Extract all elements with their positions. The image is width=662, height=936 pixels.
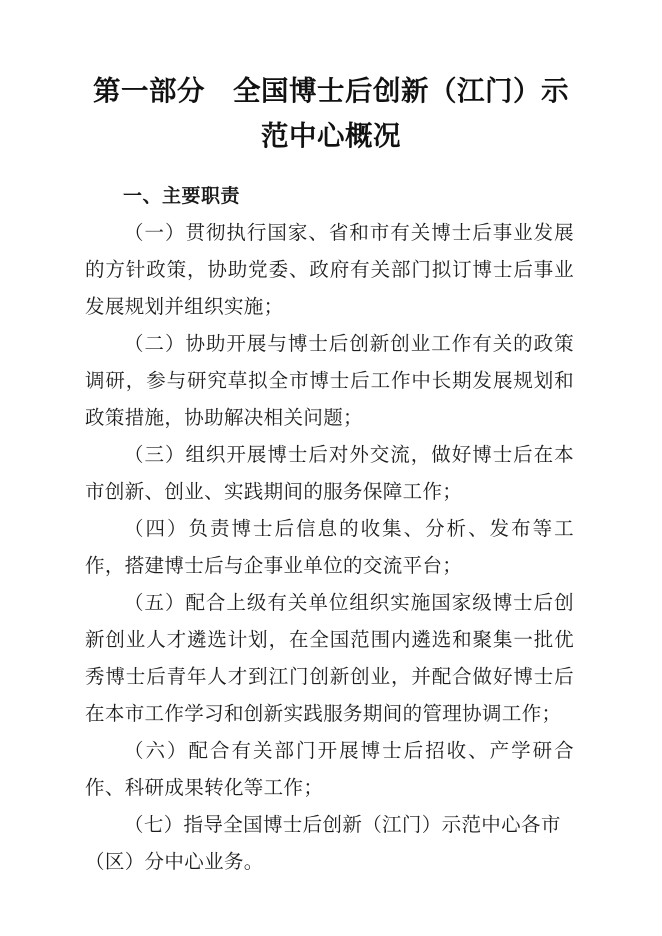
- paragraph-6: （六）配合有关部门开展博士后招收、产学研合作、科研成果转化等工作；: [85, 741, 574, 799]
- paragraph-4: （四）负责博士后信息的收集、分析、发布等工作，搭建博士后与企事业单位的交流平台；: [85, 519, 574, 577]
- section-heading-main-duties: 一、主要职责: [123, 186, 241, 207]
- paragraph-5: （五）配合上级有关单位组织实施国家级博士后创新创业人才遴选计划，在全国范围内遴选和聚集一批优秀博士后青年人才到江门创新创业，并配合做好博士后在本市工作学习和创新实践服务期间的管理协调工作；: [85, 593, 574, 725]
- page-title: 第一部分 全国博士后创新（江门）示范中心概况: [93, 75, 569, 151]
- paragraph-7: （七）指导全国博士后创新（江门）示范中心各市（区）分中心业务。: [85, 815, 561, 873]
- paragraph-2: （二）协助开展与博士后创新创业工作有关的政策调研，参与研究草拟全市博士后工作中长期发展规划和政策措施，协助解决相关问题；: [85, 334, 574, 429]
- paragraph-1: （一）贯彻执行国家、省和市有关博士后事业发展的方针政策，协助党委、政府有关部门拟订博士后事业发展规划并组织实施；: [85, 223, 574, 318]
- paragraph-3: （三）组织开展博士后对外交流，做好博士后在本市创新、创业、实践期间的服务保障工作；: [85, 445, 574, 503]
- document-body: [85, 178, 574, 881]
